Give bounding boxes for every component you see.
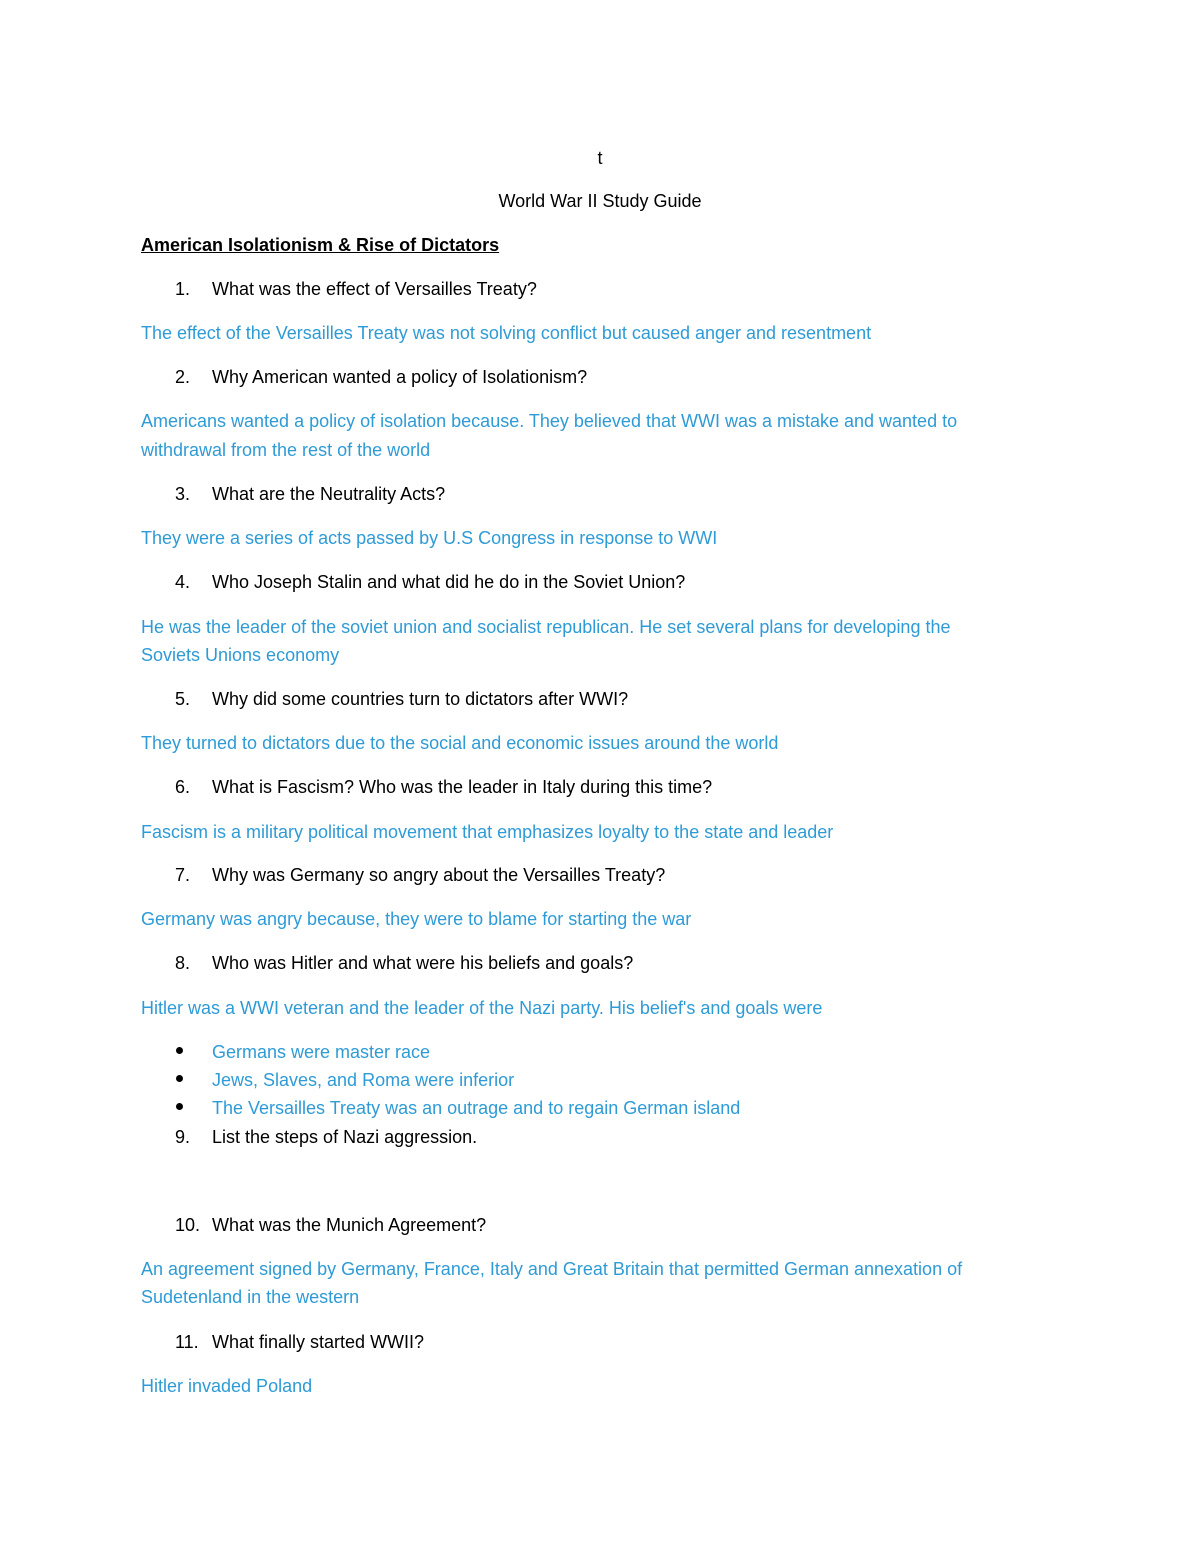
- question-text: List the steps of Nazi aggression.: [212, 1127, 478, 1147]
- question-number: 9.: [175, 1127, 191, 1147]
- answer-6: Fascism is a military political movement that emphasizes loyalty to the state and leader: [141, 822, 834, 842]
- question-text: What finally started WWII?: [212, 1332, 425, 1352]
- question-number: 8.: [175, 953, 191, 973]
- question-number: 10.: [175, 1215, 201, 1235]
- question-number: 1.: [175, 279, 191, 299]
- bullet-text: The Versailles Treaty was an outrage and to regain German island: [212, 1098, 741, 1118]
- answer-2-line-1: Americans wanted a policy of isolation because. They believed that WWI was a mistake and wanted to: [141, 411, 958, 431]
- question-text: What was the Munich Agreement?: [212, 1215, 487, 1235]
- question-text: Who was Hitler and what were his beliefs and goals?: [212, 953, 634, 973]
- question-text: What are the Neutrality Acts?: [212, 484, 446, 504]
- document-title: World War II Study Guide: [498, 191, 702, 211]
- question-number: 11.: [175, 1332, 199, 1352]
- answer-3: They were a series of acts passed by U.S Congress in response to WWI: [141, 528, 718, 548]
- bullet-text: Jews, Slaves, and Roma were inferior: [212, 1070, 515, 1090]
- question-text: Who Joseph Stalin and what did he do in the Soviet Union?: [212, 572, 686, 592]
- stray-character: t: [597, 148, 603, 168]
- answer-5: They turned to dictators due to the social and economic issues around the world: [141, 733, 779, 753]
- answer-7: Germany was angry because, they were to blame for starting the war: [141, 909, 692, 929]
- bullet-icon: [176, 1103, 183, 1110]
- question-number: 3.: [175, 484, 191, 504]
- question-number: 7.: [175, 865, 191, 885]
- question-number: 6.: [175, 777, 191, 797]
- question-text: Why did some countries turn to dictators after WWI?: [212, 689, 629, 709]
- answer-11: Hitler invaded Poland: [141, 1376, 313, 1396]
- bullet-text: Germans were master race: [212, 1042, 431, 1062]
- answer-10-line-2: Sudetenland in the western: [141, 1287, 360, 1307]
- question-text: Why was Germany so angry about the Versailles Treaty?: [212, 865, 666, 885]
- answer-4-line-2: Soviets Unions economy: [141, 645, 340, 665]
- answer-4-line-1: He was the leader of the soviet union and socialist republican. He set several plans for developing the: [141, 617, 951, 637]
- bullet-icon: [176, 1075, 183, 1082]
- question-text: Why American wanted a policy of Isolationism?: [212, 367, 588, 387]
- section-heading: American Isolationism & Rise of Dictators: [141, 235, 500, 255]
- bullet-icon: [176, 1047, 183, 1054]
- question-number: 4.: [175, 572, 191, 592]
- question-number: 2.: [175, 367, 191, 387]
- question-text: What is Fascism? Who was the leader in Italy during this time?: [212, 777, 713, 797]
- question-number: 5.: [175, 689, 191, 709]
- question-text: What was the effect of Versailles Treaty?: [212, 279, 537, 299]
- answer-10-line-1: An agreement signed by Germany, France, Italy and Great Britain that permitted German annexation of: [141, 1259, 963, 1279]
- answer-1: The effect of the Versailles Treaty was not solving conflict but caused anger and resentment: [141, 323, 872, 343]
- answer-8: Hitler was a WWI veteran and the leader of the Nazi party. His belief's and goals were: [141, 998, 823, 1018]
- answer-2-line-2: withdrawal from the rest of the world: [141, 440, 431, 460]
